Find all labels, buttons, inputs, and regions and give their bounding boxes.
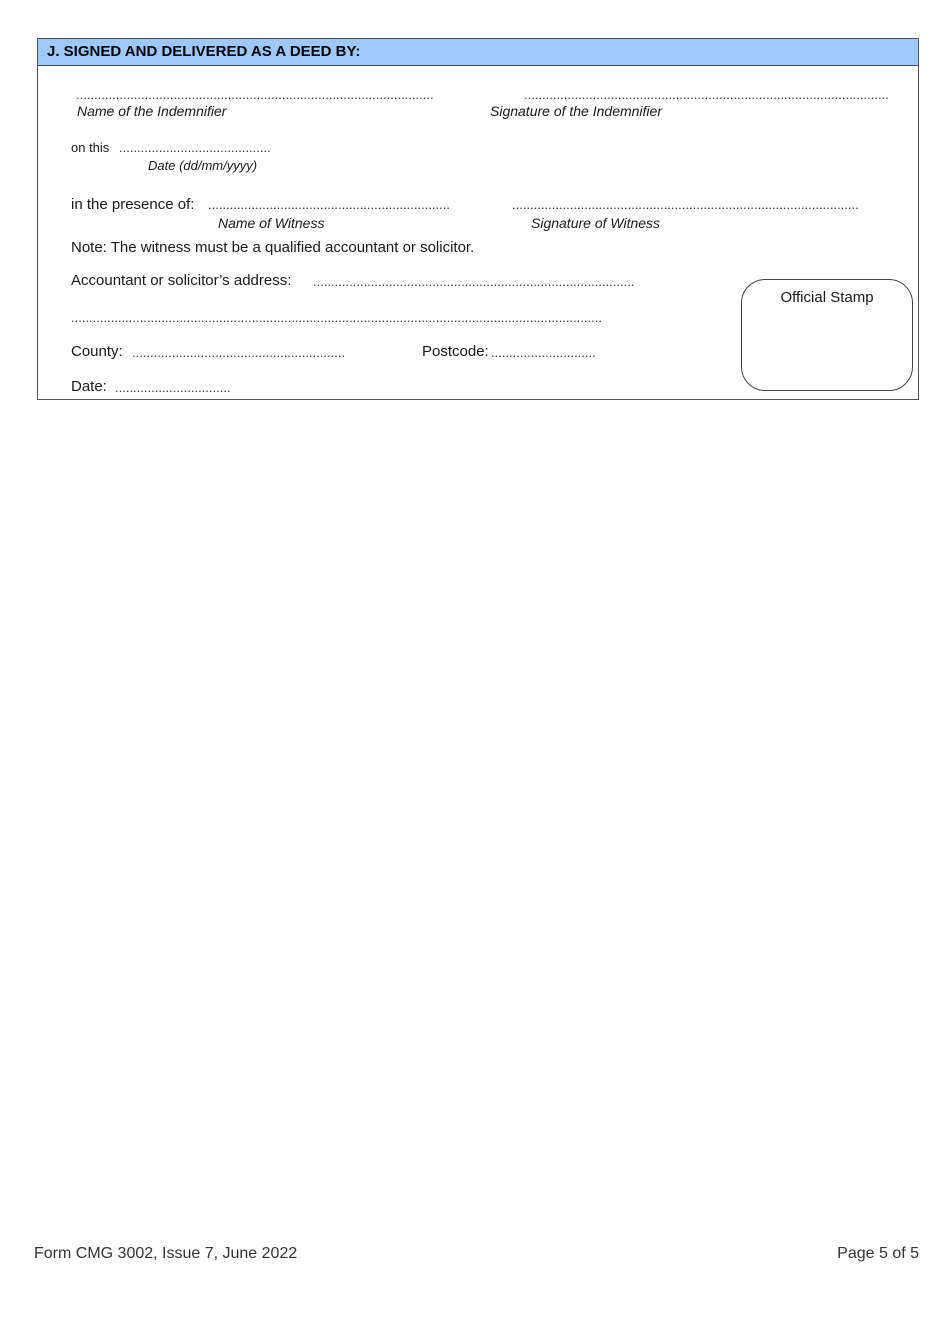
- official-stamp-box: [741, 279, 913, 391]
- address-date-label: Date:: [71, 378, 107, 395]
- witness-name-field[interactable]: ...................................................................: [208, 197, 450, 212]
- witness-signature-caption: Signature of Witness: [531, 215, 661, 231]
- deed-signature-section: [37, 38, 919, 400]
- postcode-label: Postcode:: [422, 343, 489, 360]
- date-prefix: on this: [71, 140, 110, 155]
- footer-page-number: Page 5 of 5: [837, 1245, 919, 1262]
- official-stamp-label: Official Stamp: [780, 289, 874, 306]
- county-field[interactable]: ...........................................................: [132, 345, 346, 360]
- indemnifier-name-field[interactable]: ...................................................................................................: [76, 87, 434, 102]
- witness-note: Note: The witness must be a qualified accountant or solicitor.: [71, 239, 475, 256]
- address-date-field[interactable]: ................................: [115, 380, 231, 395]
- section-header: J. SIGNED AND DELIVERED AS A DEED BY:: [38, 39, 918, 66]
- witness-prefix: in the presence of:: [71, 196, 195, 213]
- indemnifier-signature-field[interactable]: .....................................................................................................: [524, 87, 889, 102]
- witness-name-caption: Name of Witness: [218, 215, 325, 231]
- indemnifier-signature-caption: Signature of the Indemnifier: [490, 103, 662, 119]
- county-label: County:: [71, 343, 123, 360]
- postcode-field[interactable]: .............................: [491, 345, 596, 360]
- address-line-2-field[interactable]: ...................................................................................................................................................: [71, 310, 602, 325]
- address-label: Accountant or solicitor’s address:: [71, 272, 292, 289]
- deed-date-field[interactable]: ..........................................: [119, 140, 271, 155]
- footer-form-id: Form CMG 3002, Issue 7, June 2022: [34, 1245, 298, 1262]
- witness-signature-field[interactable]: ................................................................................................: [512, 197, 859, 212]
- indemnifier-name-caption: Name of the Indemnifier: [77, 103, 227, 119]
- deed-date-caption: Date (dd/mm/yyyy): [148, 158, 258, 173]
- address-line-1-field[interactable]: .........................................................................................: [313, 274, 635, 289]
